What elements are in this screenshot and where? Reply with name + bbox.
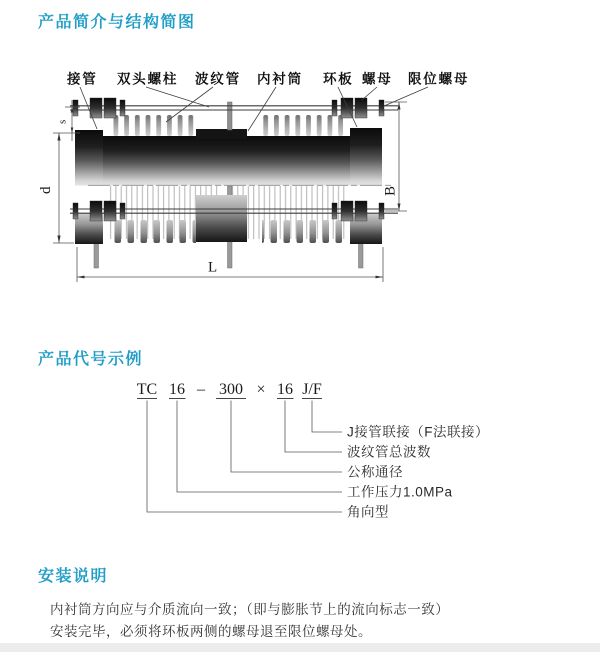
flange-left [75,130,103,186]
bellows-right [262,115,348,136]
nut [355,98,367,118]
nut [332,100,337,116]
bellows-left [112,115,196,136]
section-title-code: 产品代号示例 [38,351,144,368]
callout-diameter: 公称通径 [347,464,403,480]
dim-label-s: s [56,119,69,124]
label-inner-sleeve: 内衬筒 [257,71,303,87]
limit-nut [379,100,384,116]
lower-bellows-left [112,220,196,243]
nut [104,98,116,118]
installation-line-1: 内衬筒方向应与介质流向一致；（即与膨胀节上的流向标志一致） [50,602,450,617]
code-example-diagram [128,372,489,534]
callout-connection: J接管联接（F法联接） [347,424,489,440]
shell [103,136,350,186]
dim-label-d: d [38,186,54,194]
code-model: TC [136,381,158,398]
lower-center-collar [196,195,247,242]
nut [120,100,125,116]
nut [355,201,367,221]
dim-label-L: L [208,259,218,276]
label-ring-plate: 环板 [323,71,354,87]
code-times: × [256,381,266,398]
code-dash: – [197,381,205,398]
code-diameter: 300 [219,381,243,398]
nut [341,201,353,221]
code-segments [137,381,322,398]
nut [120,203,125,219]
dim-label-B: B [382,185,399,196]
limit-nut [379,203,384,219]
page-bottom-strip [0,643,600,652]
code-connection: J/F [302,381,322,398]
label-bellows: 波纹管 [195,71,241,87]
flange-right [350,128,382,186]
callout-type: 角向型 [347,504,389,520]
code-waves: 16 [277,381,293,398]
label-double-head-stud: 双头螺柱 [117,71,179,87]
label-connecting-pipe: 接管 [67,71,98,87]
center-collar [196,129,247,139]
structure-diagram [30,62,480,305]
label-limit-nut: 限位螺母 [408,71,470,87]
nut [104,201,116,221]
nut [90,98,102,118]
nut [73,203,78,219]
dimension-B [383,102,408,211]
callout-pressure: 工作压力1.0MPa [347,484,453,500]
nut [73,100,78,116]
nut [90,201,102,221]
code-pressure: 16 [169,381,185,398]
section-title-install: 安装说明 [38,568,109,585]
callout-waves: 波纹管总波数 [347,444,431,460]
section-title-intro: 产品简介与结构简图 [38,14,196,31]
nut [332,203,337,219]
lower-bellows-right [262,220,348,243]
code-connectors [147,401,342,513]
installation-notes [50,599,449,643]
dimension-d [38,133,80,243]
code-callouts [347,424,489,520]
installation-line-2: 安装完毕，必须将环板两侧的螺母退至限位螺母处。 [50,624,372,639]
label-nut: 螺母 [362,71,393,87]
part-labels [66,71,469,87]
